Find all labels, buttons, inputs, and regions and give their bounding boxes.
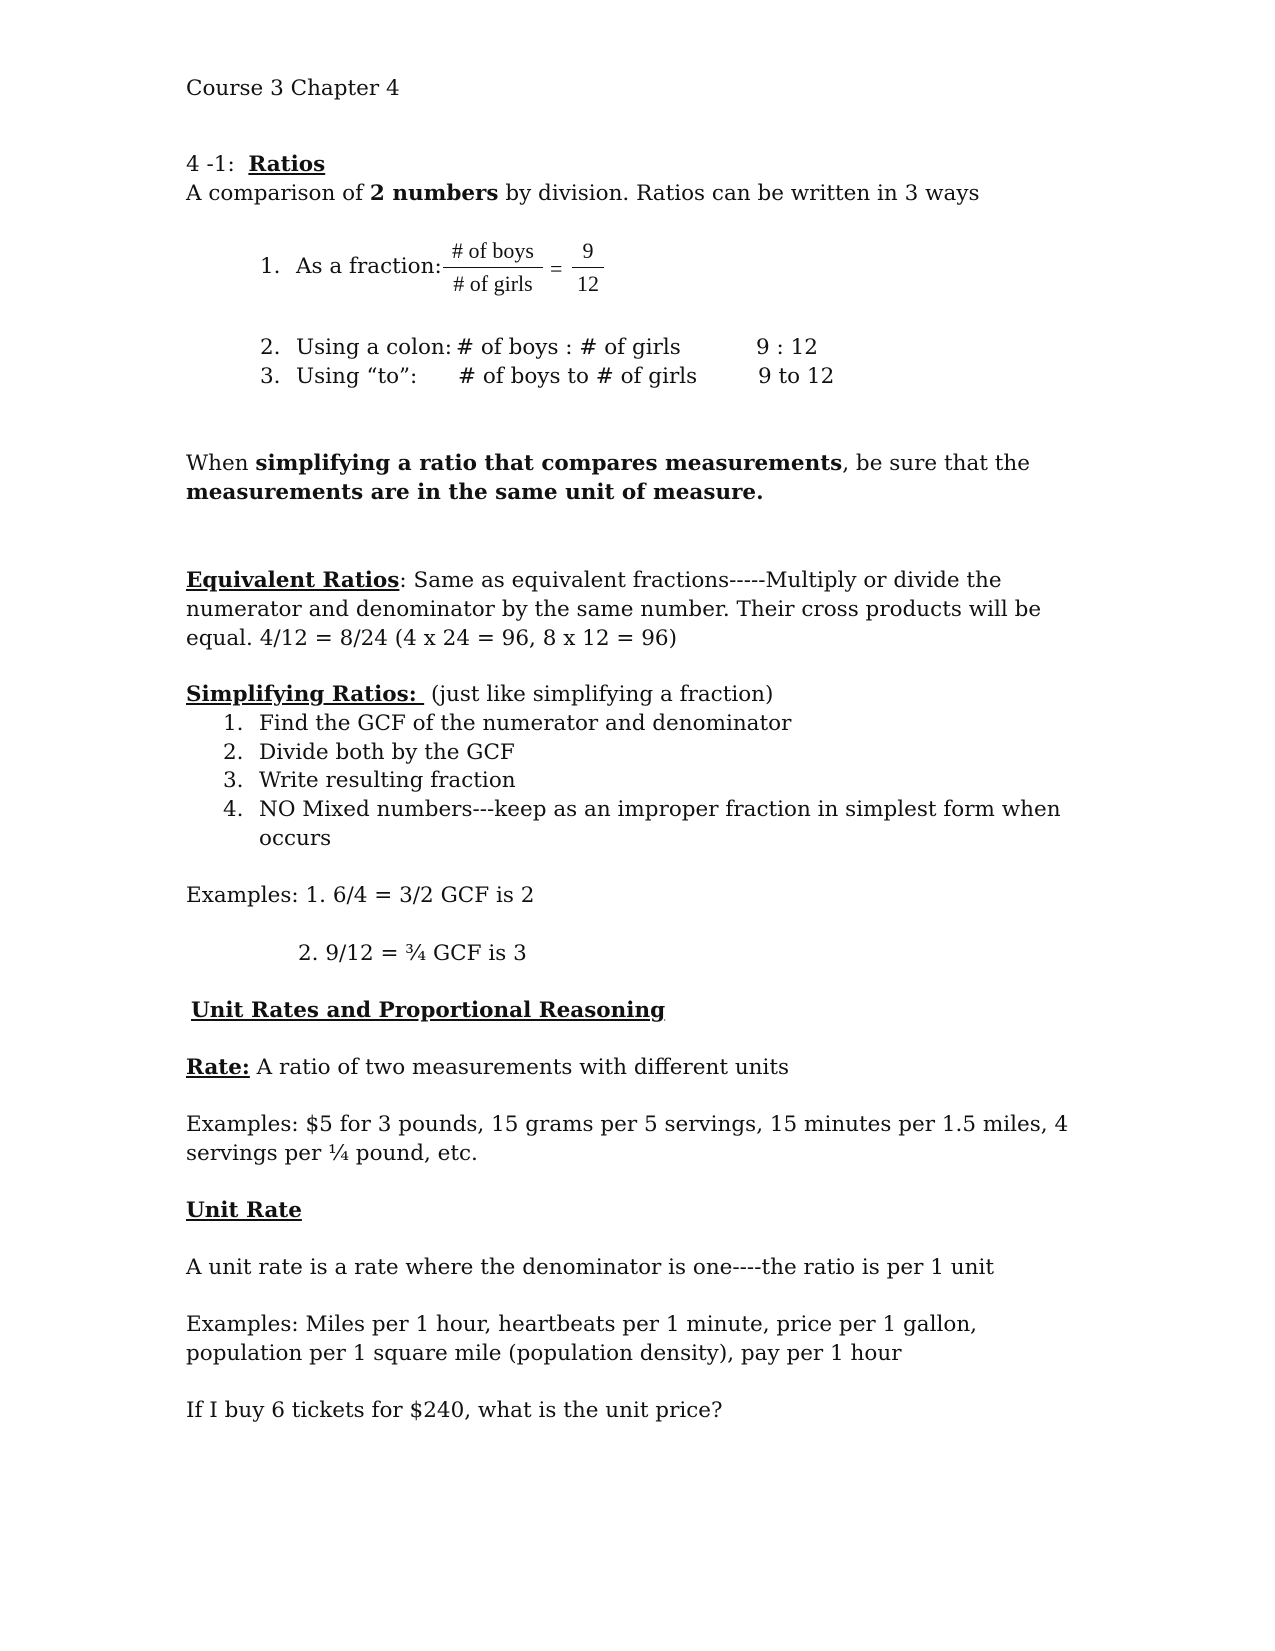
section-heading-ratios [186, 150, 325, 179]
list-item-text: Divide both by the GCF [259, 740, 515, 765]
rate-definition [186, 1053, 789, 1082]
fraction-denominator: 12 [577, 271, 599, 296]
intro-text: A comparison of [186, 181, 370, 206]
unit-rate-heading: Unit Rate [186, 1198, 302, 1223]
examples-line-2: 2. 9/12 = ¾ GCF is 3 [298, 941, 527, 966]
rate-examples: Examples: $5 for 3 pounds, 15 grams per 5 servings, 15 minutes per 1.5 miles, 4 servings per ¼ pound, etc. [186, 1112, 1069, 1166]
equivalent-ratios-text: Same as equivalent fractions-----Multiply or divide the numerator and denominator by the same number. Their cross products will be equal. 4/12 = 8/24 (4 x 24 = 96, 8 x 12 = 96) [186, 568, 1042, 651]
section-number: 4 -1: [186, 152, 235, 177]
section-title: Ratios [248, 152, 326, 177]
way-3-expression: # of boys to # of girls [458, 364, 698, 389]
way-2-example: 9 : 12 [756, 335, 818, 360]
way-3-number: 3. [260, 364, 281, 389]
intro-text-end: by division. Ratios can be written in 3 ways [498, 181, 980, 206]
measurement-note-line1 [186, 449, 1030, 478]
list-item-text: Find the GCF of the numerator and denominator [259, 711, 792, 736]
note-text-end: , be sure that the [842, 451, 1030, 476]
list-item-number: 4. [223, 797, 244, 822]
list-item-number: 2. [223, 740, 244, 765]
rate-label: Rate: [186, 1055, 250, 1080]
ratios-intro [186, 179, 980, 208]
unit-rate-definition: A unit rate is a rate where the denominator is one----the ratio is per 1 unit [186, 1255, 994, 1280]
note-text: When [186, 451, 256, 476]
way-1-label: As a fraction: [296, 254, 442, 279]
way-2-expression: # of boys : # of girls [456, 335, 681, 360]
heading-colon: : [399, 568, 407, 593]
list-item-number: 1. [223, 711, 244, 736]
page-title: Course 3 Chapter 4 [186, 76, 400, 101]
equivalent-ratios-heading: Equivalent Ratios [186, 568, 400, 593]
examples-line-1: Examples: 1. 6/4 = 3/2 GCF is 2 [186, 883, 535, 908]
equivalent-ratios-paragraph [186, 566, 1076, 653]
unit-rate-examples: Examples: Miles per 1 hour, heartbeats per 1 minute, price per 1 gallon, population per 1 square mile (population density), pay per 1 hour [186, 1312, 977, 1366]
fraction-denominator: # of girls [453, 271, 533, 296]
fraction-boys-over-girls [443, 238, 543, 297]
note-bold: simplifying a ratio that compares measurements [255, 451, 843, 476]
unit-rates-heading: Unit Rates and Proportional Reasoning [191, 998, 666, 1023]
intro-bold: 2 numbers [369, 181, 499, 206]
simplifying-ratios-heading-line [186, 680, 773, 709]
way-2-label: Using a colon: [296, 335, 453, 360]
list-item-text: Write resulting fraction [259, 768, 516, 793]
way-3-example: 9 to 12 [758, 364, 835, 389]
equals-sign: = [550, 256, 563, 281]
rate-text: A ratio of two measurements with different units [249, 1055, 790, 1080]
list-item-text: NO Mixed numbers---keep as an improper fraction in simplest form when occurs [259, 797, 1061, 851]
fraction-nine-over-twelve [572, 238, 604, 297]
measurement-note-line2: measurements are in the same unit of measure. [186, 480, 764, 505]
simplifying-ratios-heading: Simplifying Ratios: [186, 682, 425, 707]
fraction-numerator: # of boys [443, 238, 543, 268]
fraction-numerator: 9 [572, 238, 604, 268]
unit-price-question: If I buy 6 tickets for $240, what is the unit price? [186, 1398, 723, 1423]
way-3-label: Using “to”: [296, 364, 418, 389]
list-item-number: 3. [223, 768, 244, 793]
simplifying-ratios-subtitle: (just like simplifying a fraction) [430, 682, 774, 707]
way-1-number: 1. [260, 254, 281, 279]
way-2-number: 2. [260, 335, 281, 360]
